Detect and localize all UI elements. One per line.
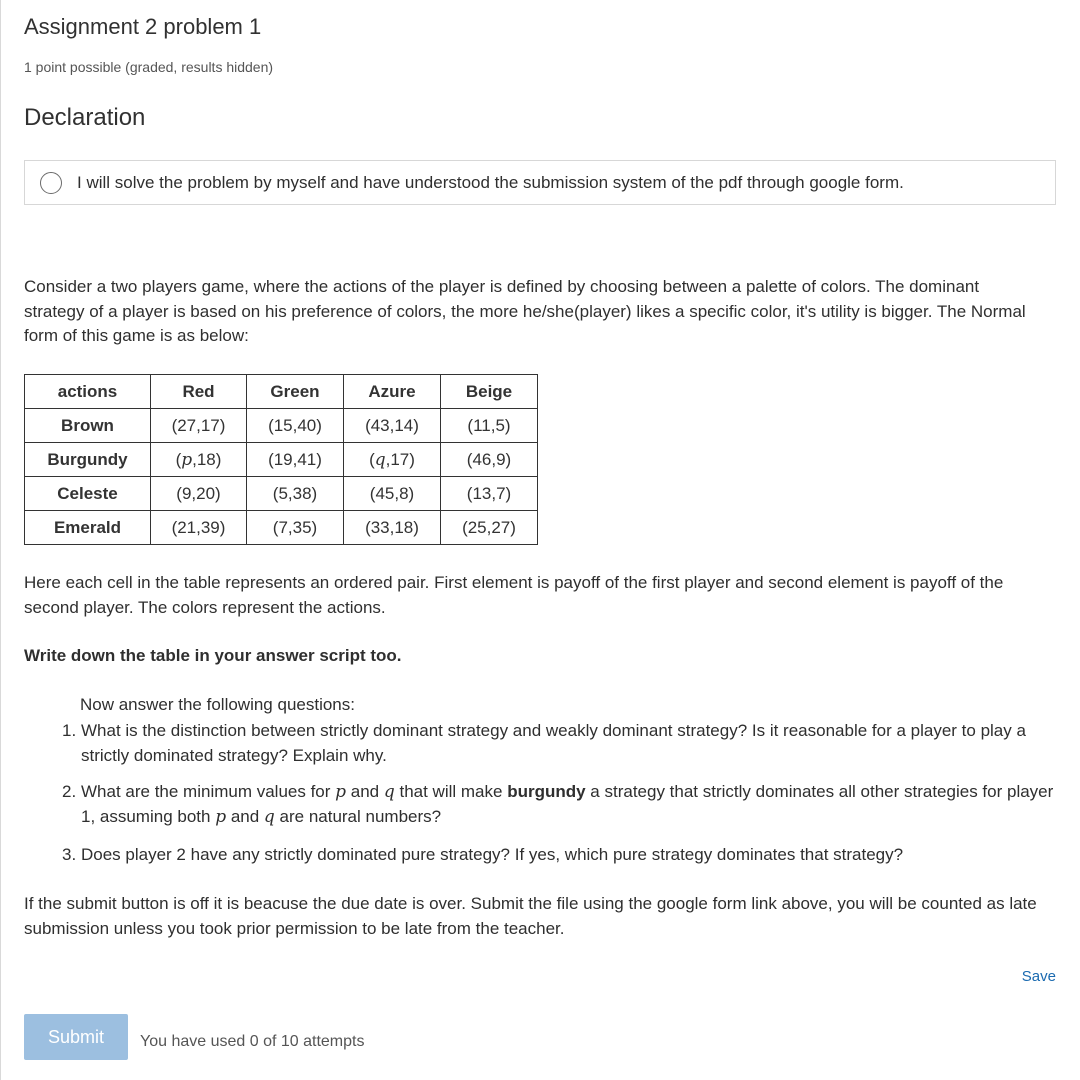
text-fragment: are natural numbers? [274,806,442,826]
table-cell: (33,18) [344,511,441,545]
question-3 [62,843,1057,868]
table-cell: (21,39) [151,511,247,545]
table-cell-burgundy-red [151,443,247,477]
variable-q: q [263,806,275,827]
points-info: 1 point possible (graded, results hidden) [24,59,274,75]
problem-title: Assignment 2 problem 1 [24,14,262,39]
question-2 [62,780,1057,829]
save-link[interactable]: Save [1021,968,1056,985]
radio-button[interactable] [40,172,62,194]
variable-p: p [335,782,347,802]
declaration-option-label: I will solve the problem by myself and have understood the submission system of the pdf through google form. [77,172,904,192]
table-row [25,443,538,477]
variable-q: q [374,449,386,470]
table-cell-burgundy-azure [344,443,441,477]
question-text: Does player 2 have any strictly dominated pure strategy? If yes, which pure strategy dominates that strategy? [81,845,904,864]
payoff-table [24,374,538,545]
variable-p: p [215,806,227,827]
text-fragment: that will make [394,782,508,801]
left-border [0,0,1,1080]
bold-note: Write down the table in your answer script too. [24,646,402,665]
submit-button[interactable]: Submit [24,1014,128,1060]
table-cell: (46,9) [441,443,538,477]
table-header-cell: Red [151,375,247,409]
question-1 [62,719,1057,768]
table-header-cell: actions [25,375,151,409]
text-fragment: and [346,782,384,801]
question-number: 2. [62,782,77,801]
explanation-paragraph: Here each cell in the table represents an ordered pair. First element is payoff of the first player and second element is payoff of the second player. The colors represent the actions. [24,573,1004,617]
row-label: Emerald [25,511,151,545]
table-row [25,409,538,443]
text-fragment: and [226,806,264,826]
row-label: Brown [25,409,151,443]
table-cell: (25,27) [441,511,538,545]
question-text [81,780,1057,829]
deadline-paragraph: If the submit button is off it is beacuse the due date is over. Submit the file using the google form link above, you will be counted as late submission unless you took prior permission to be late from the teacher. [24,894,1037,938]
questions-intro: Now answer the following questions: [80,695,355,714]
table-cell: (13,7) [441,477,538,511]
variable-p: p [181,449,193,470]
question-text: What is the distinction between strictly dominant strategy and weakly dominant strategy? Is it reasonable for a player to play a strictly dominated strategy? Explain why. [81,721,1026,765]
paren: ( [175,449,182,469]
declaration-option[interactable] [24,160,1056,205]
table-cell: (5,38) [247,477,344,511]
text-fragment: a strategy that strictly dominates all other strategies for player 1, assuming both [81,782,1054,826]
table-header-cell: Beige [441,375,538,409]
table-cell: (45,8) [344,477,441,511]
table-header-cell: Green [247,375,344,409]
bold-burgundy: burgundy [507,782,586,801]
variable-q: q [383,782,395,802]
question-number: 3. [62,845,77,864]
table-cell: (27,17) [151,409,247,443]
table-cell: (43,14) [344,409,441,443]
table-row [25,511,538,545]
cell-tail: ,18) [192,449,222,469]
row-label: Celeste [25,477,151,511]
table-cell: (7,35) [247,511,344,545]
table-header-row [25,375,538,409]
question-number: 1. [62,721,77,740]
table-cell: (9,20) [151,477,247,511]
row-label: Burgundy [25,443,151,477]
table-cell: (15,40) [247,409,344,443]
attempts-counter: You have used 0 of 10 attempts [140,1033,365,1050]
intro-paragraph: Consider a two players game, where the actions of the player is defined by choosing between a palette of colors. The dominant strategy of a player is based on his preference of colors, the more he/she(player) likes a specific color, it's utility is bigger. The Normal form of this game is as below: [24,277,1026,345]
paren: ( [369,449,375,469]
declaration-heading: Declaration [24,104,146,131]
table-row [25,477,538,511]
table-cell: (11,5) [441,409,538,443]
table-cell: (19,41) [247,443,344,477]
cell-tail: ,17) [385,449,415,469]
table-header-cell: Azure [344,375,441,409]
text-fragment: What are the minimum values for [81,782,336,801]
